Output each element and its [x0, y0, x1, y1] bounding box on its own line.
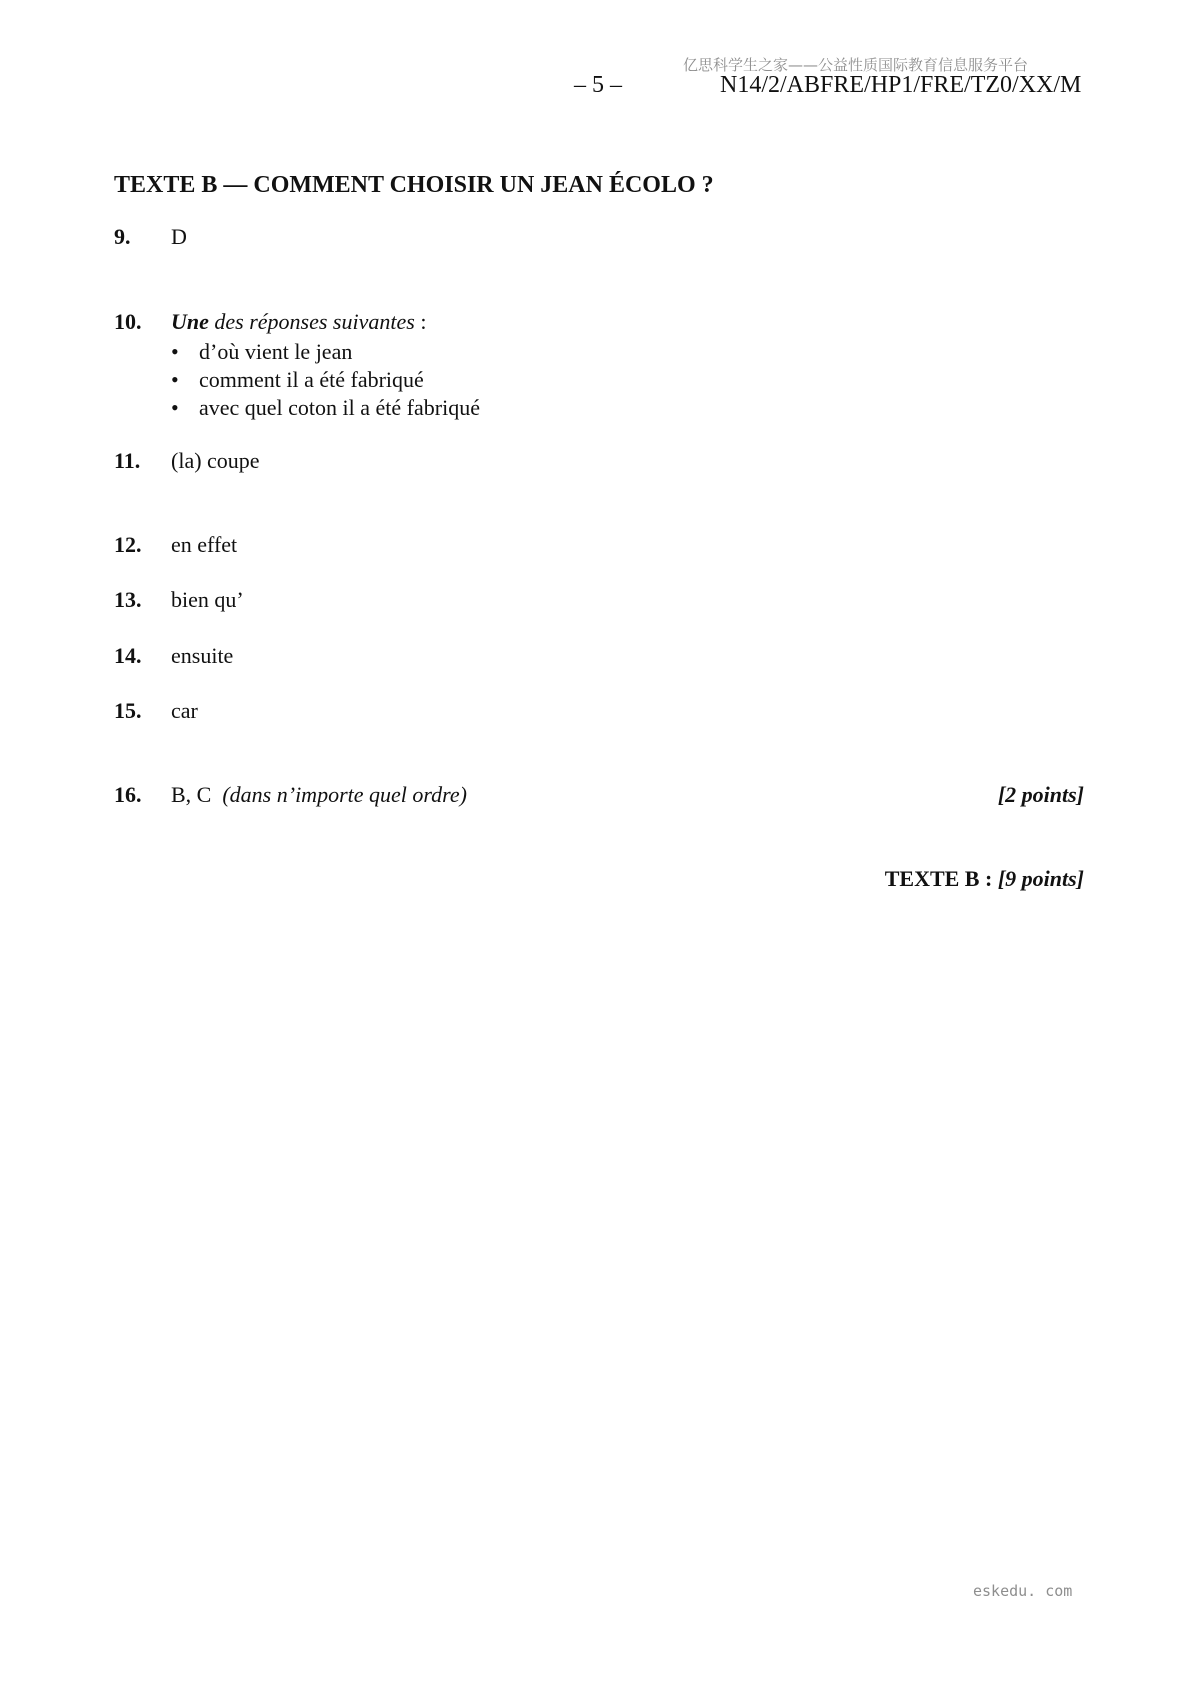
bullet-icon: •	[171, 339, 179, 364]
section-total-label: TEXTE B :	[884, 866, 993, 891]
section-title: TEXTE B — COMMENT CHOISIR UN JEAN ÉCOLO ?	[114, 172, 714, 198]
section-total-value: [9 points]	[997, 866, 1084, 891]
question-10-intro-bold: Une	[171, 309, 209, 334]
section-total	[885, 866, 1084, 892]
question-10-intro	[171, 309, 426, 335]
question-10-number: 10.	[114, 309, 142, 334]
list-item-text: d’où vient le jean	[199, 339, 353, 364]
question-12-number: 12.	[114, 532, 142, 557]
header-watermark: 亿思科学生之家——公益性质国际教育信息服务平台	[683, 56, 1029, 74]
question-14-answer: ensuite	[171, 643, 234, 668]
question-16-answer-letters: B, C	[171, 782, 212, 807]
bullet-icon: •	[171, 367, 179, 392]
list-item-text: comment il a été fabriqué	[199, 367, 424, 392]
question-10-bullet-list	[171, 338, 480, 422]
question-15-answer: car	[171, 698, 198, 723]
list-item-text: avec quel coton il a été fabriqué	[199, 395, 480, 420]
question-10-intro-italic: des réponses suivantes	[208, 309, 415, 334]
question-16-points: [2 points]	[997, 782, 1084, 807]
question-12-answer: en effet	[171, 532, 238, 557]
question-14-number: 14.	[114, 643, 142, 668]
question-13-number: 13.	[114, 587, 142, 612]
list-item	[171, 394, 480, 422]
list-item	[171, 366, 480, 394]
question-11-answer: (la) coupe	[171, 448, 260, 473]
question-15-number: 15.	[114, 698, 142, 723]
document-code: N14/2/ABFRE/HP1/FRE/TZ0/XX/M	[720, 72, 1082, 98]
question-16-number: 16.	[114, 782, 142, 807]
question-9-number: 9.	[114, 224, 131, 249]
question-16-note: (dans n’importe quel ordre)	[222, 782, 467, 807]
question-10-intro-colon: :	[414, 309, 427, 334]
list-item	[171, 338, 480, 366]
question-13-answer: bien qu’	[171, 587, 244, 612]
question-16-answer	[171, 782, 467, 808]
question-11-number: 11.	[114, 448, 141, 473]
bullet-icon: •	[171, 395, 179, 420]
page-number: – 5 –	[574, 72, 622, 98]
question-9-answer: D	[171, 224, 187, 249]
footer-watermark: eskedu. com	[973, 1582, 1073, 1600]
